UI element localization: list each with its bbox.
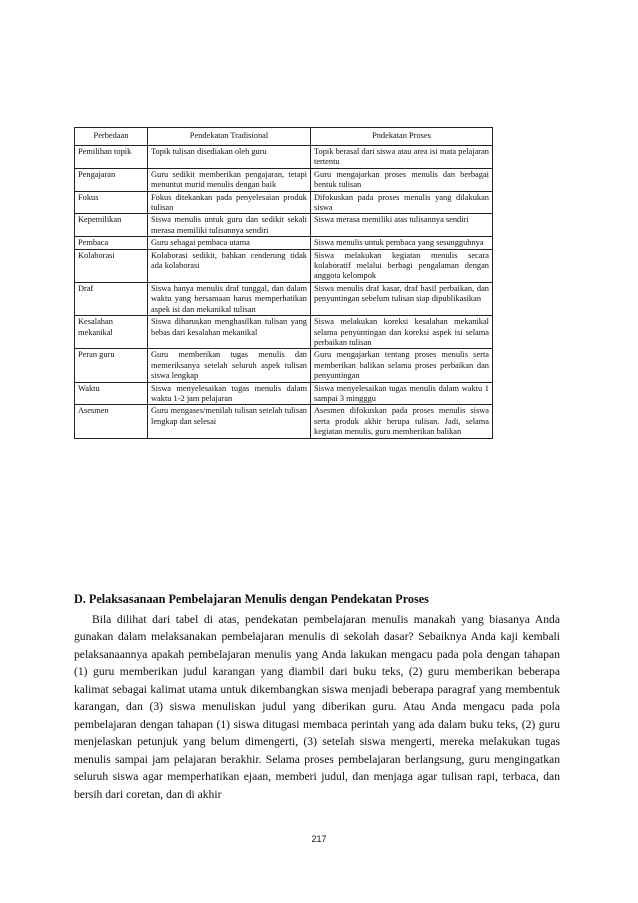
row-process: Guru mengajarkan proses menulis dan berbagai bentuk tulisan — [311, 168, 493, 191]
table-row — [75, 249, 493, 282]
row-aspect: Waktu — [75, 382, 148, 405]
table-header-row — [75, 128, 493, 146]
row-traditional: Guru sebagai pembaca utama — [148, 237, 311, 249]
row-traditional: Topik tulisan disediakan oleh guru — [148, 146, 311, 169]
row-traditional: Guru mengases/menilah tulisan setelah tulisan lengkap dan selesai — [148, 405, 311, 438]
table-row — [75, 316, 493, 349]
row-process: Siswa menyelesaikan tugas menulis dalam waktu 1 sampai 3 mingggu — [311, 382, 493, 405]
row-traditional: Siswa menulis untuk guru dan sedikit sekali merasa memiliki tulisannya sendiri — [148, 214, 311, 237]
row-aspect: Pemilihan topik — [75, 146, 148, 169]
comparison-table — [74, 127, 493, 439]
row-traditional: Siswa hanya menulis draf tunggal, dan dalam waktu yang bersamaan harus memperhatikan aspek isi dan mekanikal tulisan — [148, 282, 311, 315]
row-aspect: Kesalahan mekanikal — [75, 316, 148, 349]
table-row — [75, 214, 493, 237]
row-aspect: Asesmen — [75, 405, 148, 438]
table-row — [75, 405, 493, 438]
header-process: Pndekatan Proses — [311, 128, 493, 146]
table-row — [75, 382, 493, 405]
table-row — [75, 168, 493, 191]
row-aspect: Peran guru — [75, 349, 148, 382]
row-aspect: Draf — [75, 282, 148, 315]
row-traditional: Siswa diharuskan menghasilkan tulisan yang bebas dari kesalahan mekanikal — [148, 316, 311, 349]
row-traditional: Fokus ditekankan pada penyelesaian produk tulisan — [148, 191, 311, 214]
row-process: Difokuskan pada proses menulis yang dilakukan siswa — [311, 191, 493, 214]
table-row — [75, 282, 493, 315]
row-aspect: Pembaca — [75, 237, 148, 249]
row-aspect: Kepemilikan — [75, 214, 148, 237]
table-row — [75, 191, 493, 214]
body-paragraph: Bila dilihat dari tabel di atas, pendekatan pembelajaran menulis manakah yang biasanya Anda gunakan dalam melaksanakan pembelajaran menulis di sekolah dasar? Sebaiknya Anda kaji kembali pelaksanaannya apakah pembelajaran menulis yang Anda lakukan mengacu pada pola dengan tahapan (1) guru memberikan judul karangan yang diambil dari buku teks, (2) guru memberikan beberapa kalimat sebagai kalimat utama untuk dikembangkan siswa menjadi beberapa paragraf yang membentuk karangan, dan (3) siswa menuliskan judul yang diberikan guru. Atau Anda mengacu pada pola pembelajaran dengan tahapan (1) siswa ditugasi membaca perintah yang ada dalam buku teks, (2) guru menjelaskan petunjuk yang belum dimengerti, (3) setelah siswa mengerti, mereka melakukan tugas menulis sampai jam pelajaran berakhir. Selama proses pembelajaran berlangsung, guru mengingatkan seluruh siswa agar memperhatikan ejaan, memberi judul, dan menjaga agar tulisan rapi, terbaca, dan bersih dari coretan, dan di akhir — [74, 613, 560, 801]
row-traditional: Siswa menyelesaikan tugas menulis dalam waktu 1-2 jam pelajaran — [148, 382, 311, 405]
row-traditional: Guru sedikit memberikan pengajaran, tetapi menuntut murid menulis dengan baik — [148, 168, 311, 191]
row-process: Siswa menulis draf kasar, draf hasil perbaikan, dan penyuntingan sebelum tulisan siap dipublikasikan — [311, 282, 493, 315]
row-traditional: Kolaborasi sedikit, bahkan cenderung tidak ada kolaborasi — [148, 249, 311, 282]
row-process: Siswa merasa memiliki atas tulisannya sendiri — [311, 214, 493, 237]
header-traditional: Pendekatan Tradisional — [148, 128, 311, 146]
table-row — [75, 146, 493, 169]
row-process: Asesmen difokuskan pada proses menulis siswa serta produk akhir berupa tulisan. Jadi, selama kegiatan menulis, guru memberikan balikan — [311, 405, 493, 438]
row-process: Siswa melakukan koreksi kesalahan mekanikal selama penyuntingan dan koreksi aspek isi selama perbaikan tulisan — [311, 316, 493, 349]
table-row — [75, 237, 493, 249]
row-process: Siswa melakukan kegiatan menulis secara kolaboratif melalui berbagi pengalaman dengan anggota kelompok — [311, 249, 493, 282]
row-process: Siswa menulis untuk pembaca yang sesungguhnya — [311, 237, 493, 249]
row-traditional: Guru memberikan tugas menulis dan memeriksanya setelah seluruh aspek tulisan siswa lengkap — [148, 349, 311, 382]
header-perbedaan: Perbedaan — [75, 128, 148, 146]
page-number: 217 — [311, 834, 327, 844]
row-aspect: Pengajaran — [75, 168, 148, 191]
row-aspect: Kolaborasi — [75, 249, 148, 282]
row-process: Guru mengajarkan tentang proses menulis serta memberikan balikan selama proses perbaikan dan penyuntingan — [311, 349, 493, 382]
row-aspect: Fokus — [75, 191, 148, 214]
table-row — [75, 349, 493, 382]
section-heading: D. Pelaksasanaan Pembelajaran Menulis dengan Pendekatan Proses — [74, 592, 429, 606]
row-process: Topik berasal dari siswa atau area isi mata pelajaran tertentu — [311, 146, 493, 169]
